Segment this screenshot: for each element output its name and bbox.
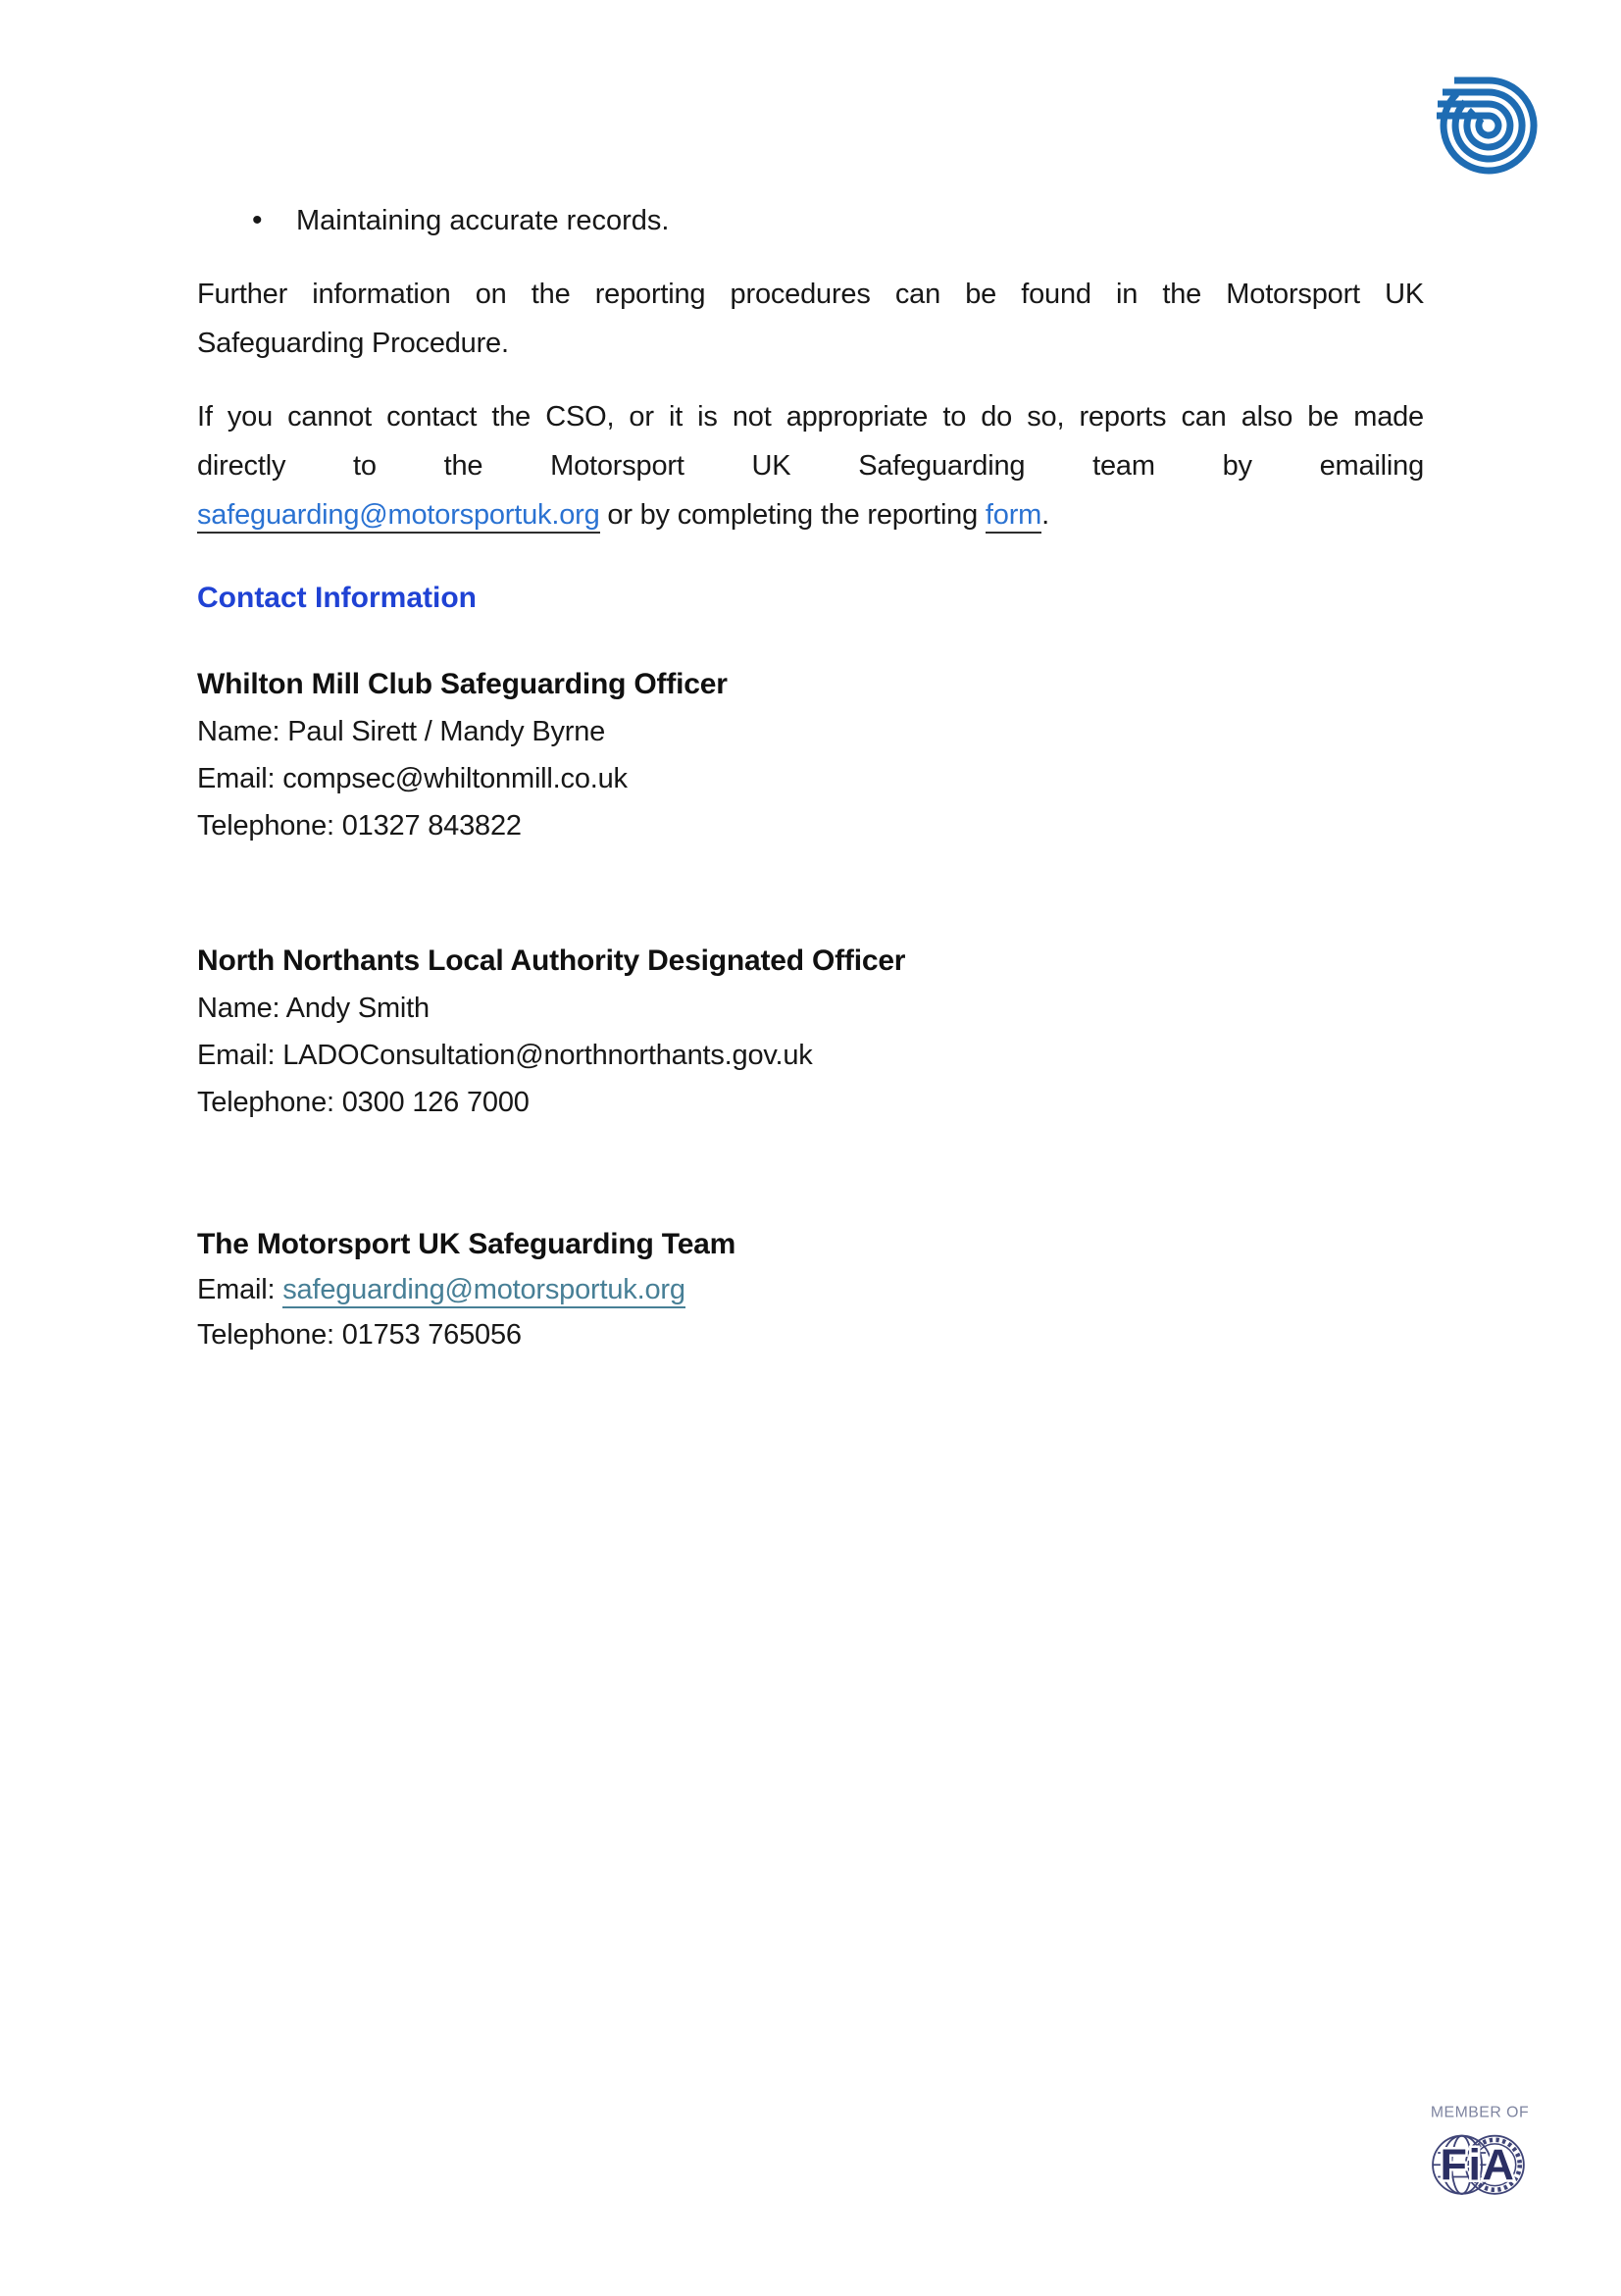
fia-letters: FiA (1440, 2139, 1516, 2190)
contact-title: Whilton Mill Club Safeguarding Officer (197, 668, 728, 700)
contact-email: Email: LADOConsultation@northnorthants.gov.uk (197, 1040, 813, 1071)
paragraph-line: directly to the Motorsport UK Safeguarding team by emailing (197, 450, 1424, 482)
contact-block-motorsport-uk-team (197, 1222, 1424, 1357)
contact-email: Email: compsec@whiltonmill.co.uk (197, 763, 628, 794)
paragraph-line: Further information on the reporting procedures can be found in the Motorsport UK (197, 279, 1424, 310)
bullet-item (252, 197, 1429, 244)
contact-email (197, 1267, 1424, 1312)
contact-telephone: Telephone: 01753 765056 (197, 1319, 522, 1351)
paragraph-cso-reporting (197, 392, 1424, 539)
contact-name: Name: Andy Smith (197, 993, 430, 1024)
fia-member-logo (1430, 2101, 1530, 2203)
safeguarding-email-link[interactable]: safeguarding@motorsportuk.org (197, 499, 600, 534)
contact-information-heading: Contact Information (197, 582, 477, 614)
contact-telephone: Telephone: 0300 126 7000 (197, 1087, 530, 1118)
email-label: Email: (197, 1274, 283, 1305)
contact-block-whilton-mill (197, 661, 1424, 849)
paragraph-line (197, 490, 1424, 539)
paragraph-line: Safeguarding Procedure. (197, 328, 509, 359)
paragraph-further-information (197, 270, 1424, 368)
contact-name: Name: Paul Sirett / Mandy Byrne (197, 716, 606, 747)
paragraph-text: or by completing the reporting (599, 499, 986, 531)
team-safeguarding-email-link[interactable]: safeguarding@motorsportuk.org (282, 1274, 685, 1308)
contact-telephone: Telephone: 01327 843822 (197, 810, 522, 842)
contact-title: North Northants Local Authority Designated Officer (197, 944, 906, 977)
paragraph-line: If you cannot contact the CSO, or it is not appropriate to do so, reports can also be made (197, 401, 1424, 433)
contact-title: The Motorsport UK Safeguarding Team (197, 1228, 736, 1260)
paragraph-text: . (1041, 499, 1049, 531)
bullet-text: Maintaining accurate records. (296, 205, 670, 236)
bullet-dot-icon: • (252, 204, 263, 236)
contact-block-north-northants-lado (197, 938, 1424, 1126)
reporting-form-link[interactable]: form (986, 499, 1041, 534)
motorsport-uk-spiral-logo (1428, 69, 1540, 179)
member-of-label: MEMBER OF (1430, 2104, 1530, 2121)
